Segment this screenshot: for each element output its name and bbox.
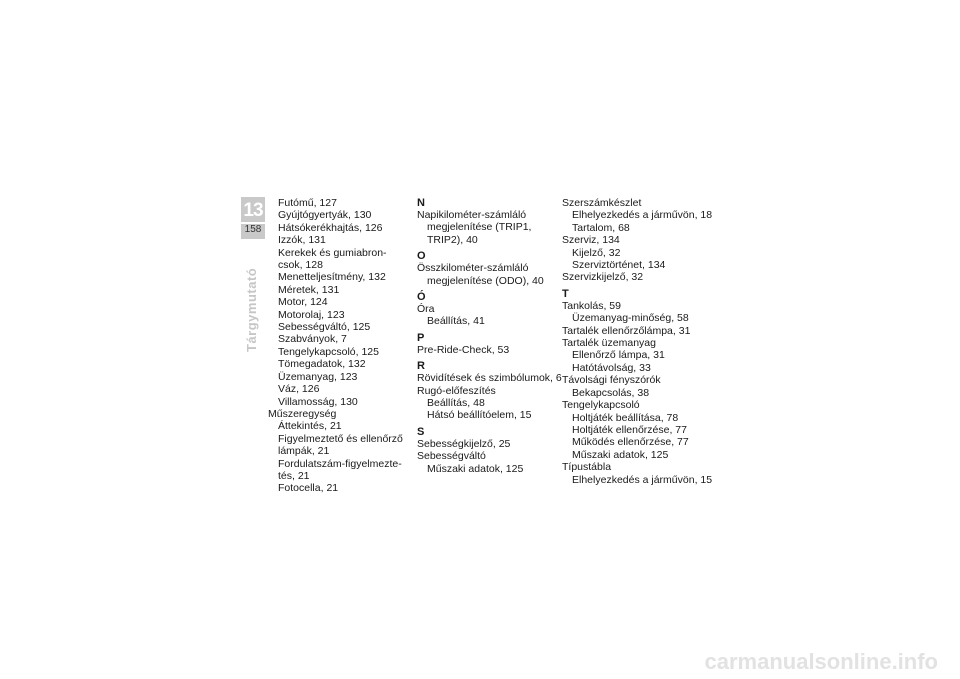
index-subentry: Ellenőrző lámpa, 31 — [572, 349, 665, 362]
page-number: 158 — [244, 224, 262, 235]
index-entry: Szerszámkészlet — [562, 197, 642, 209]
watermark: carmanualsonline.info — [704, 649, 938, 674]
chapter-number: 13 — [243, 200, 263, 221]
index-subentry: csok, 128 — [278, 259, 323, 272]
index-subentry: Gyújtógyertyák, 130 — [278, 209, 372, 222]
index-subentry: Műszaki adatok, 125 — [572, 448, 669, 461]
index-subentry: Figyelmeztető és ellenőrző — [278, 432, 403, 445]
index-subentry: Menetteljesítmény, 132 — [278, 271, 386, 284]
index-subentry: Elhelyezkedés a járművön, 18 — [572, 209, 713, 222]
index-letter-heading: N — [417, 197, 425, 209]
index-entry: Összkilométer-számláló — [417, 262, 529, 275]
index-subentry: Üzemanyag, 123 — [278, 370, 358, 383]
index-subentry: Futómű, 127 — [278, 197, 337, 209]
index-entry: Sebességkijelző, 25 — [417, 437, 511, 450]
index-entry: Tartalék üzemanyag — [562, 337, 656, 350]
index-letter-heading: P — [417, 331, 425, 344]
index-subentry: Hátsó beállítóelem, 15 — [427, 409, 532, 422]
index-subentry: megjelenítése (TRIP1, — [427, 221, 532, 234]
index-subentry: Elhelyezkedés a járművön, 15 — [572, 473, 713, 486]
index-subentry: megjelenítése (ODO), 40 — [427, 274, 544, 287]
index-subentry: Kerekek és gumiabron- — [278, 246, 387, 259]
index-subentry: Szabványok, 7 — [278, 333, 347, 346]
index-entry: Típustábla — [562, 461, 612, 474]
index-subentry: Villamosság, 130 — [278, 395, 358, 408]
index-subentry: Váz, 126 — [278, 383, 320, 396]
index-letter-heading: S — [417, 425, 425, 438]
index-subentry: Beállítás, 48 — [427, 397, 485, 410]
index-letter-heading: R — [417, 360, 425, 373]
index-entry: Napikilométer-számláló — [417, 209, 527, 221]
index-letter-heading: T — [562, 287, 569, 300]
index-entry: Pre-Ride-Check, 53 — [417, 343, 510, 356]
index-subentry: Műszaki adatok, 125 — [427, 462, 524, 475]
index-column-2 — [417, 197, 562, 475]
index-subentry: tés, 21 — [278, 469, 310, 482]
index-entry: Rugó-előfeszítés — [417, 384, 496, 397]
index-subentry: Beállítás, 41 — [427, 315, 485, 328]
index-entry: Távolsági fényszórók — [562, 374, 661, 387]
index-subentry: Szerviztörténet, 134 — [572, 259, 666, 272]
index-entry: Sebességváltó — [417, 450, 486, 463]
index-entry: Tankolás, 59 — [562, 299, 621, 312]
index-entry: Tengelykapcsoló — [562, 399, 640, 412]
index-letter-heading: Ó — [417, 291, 426, 304]
index-subentry: Motorolaj, 123 — [278, 308, 345, 321]
chapter-divider — [241, 222, 265, 224]
index-subentry: Méretek, 131 — [278, 283, 340, 296]
index-entry: Szerviz, 134 — [562, 234, 620, 247]
index-entry: Tartalék ellenőrzőlámpa, 31 — [562, 324, 691, 337]
index-subentry: Fordulatszám-figyelmezte- — [278, 457, 402, 470]
index-entry: Szervizkijelző, 32 — [562, 271, 644, 284]
index-subentry: Hátsókerékhajtás, 126 — [278, 221, 383, 234]
chapter-tab — [241, 197, 265, 239]
index-subentry: Tartalom, 68 — [572, 221, 630, 234]
index-subentry: Tengelykapcsoló, 125 — [278, 345, 379, 358]
index-subentry: Sebességváltó, 125 — [278, 321, 371, 334]
index-subentry: TRIP2), 40 — [427, 233, 478, 246]
index-subentry: Fotocella, 21 — [278, 482, 339, 495]
index-subentry: Bekapcsolás, 38 — [572, 386, 650, 399]
index-entry: Műszeregység — [268, 407, 337, 420]
side-title: Tárgymutató — [244, 267, 259, 352]
index-subentry: Tömegadatok, 132 — [278, 358, 366, 371]
index-subentry: Kijelző, 32 — [572, 246, 621, 259]
index-subentry: Motor, 124 — [278, 296, 328, 309]
index-subentry: Üzemanyag-minőség, 58 — [572, 312, 689, 325]
index-subentry: Működés ellenőrzése, 77 — [572, 436, 689, 449]
index-subentry: Hatótávolság, 33 — [572, 361, 651, 374]
index-subentry: Izzók, 131 — [278, 234, 326, 247]
index-entry: Rövidítések és szimbólumok, 6 — [417, 372, 562, 385]
index-subentry: lámpák, 21 — [278, 445, 330, 458]
index-column-3 — [562, 197, 713, 486]
index-column-1 — [268, 197, 403, 495]
index-letter-heading: O — [417, 250, 426, 263]
index-subentry: Holtjáték ellenőrzése, 77 — [572, 423, 687, 436]
index-entry: Óra — [417, 303, 435, 316]
index-subentry: Holtjáték beállítása, 78 — [572, 411, 679, 424]
index-subentry: Áttekintés, 21 — [278, 420, 342, 433]
